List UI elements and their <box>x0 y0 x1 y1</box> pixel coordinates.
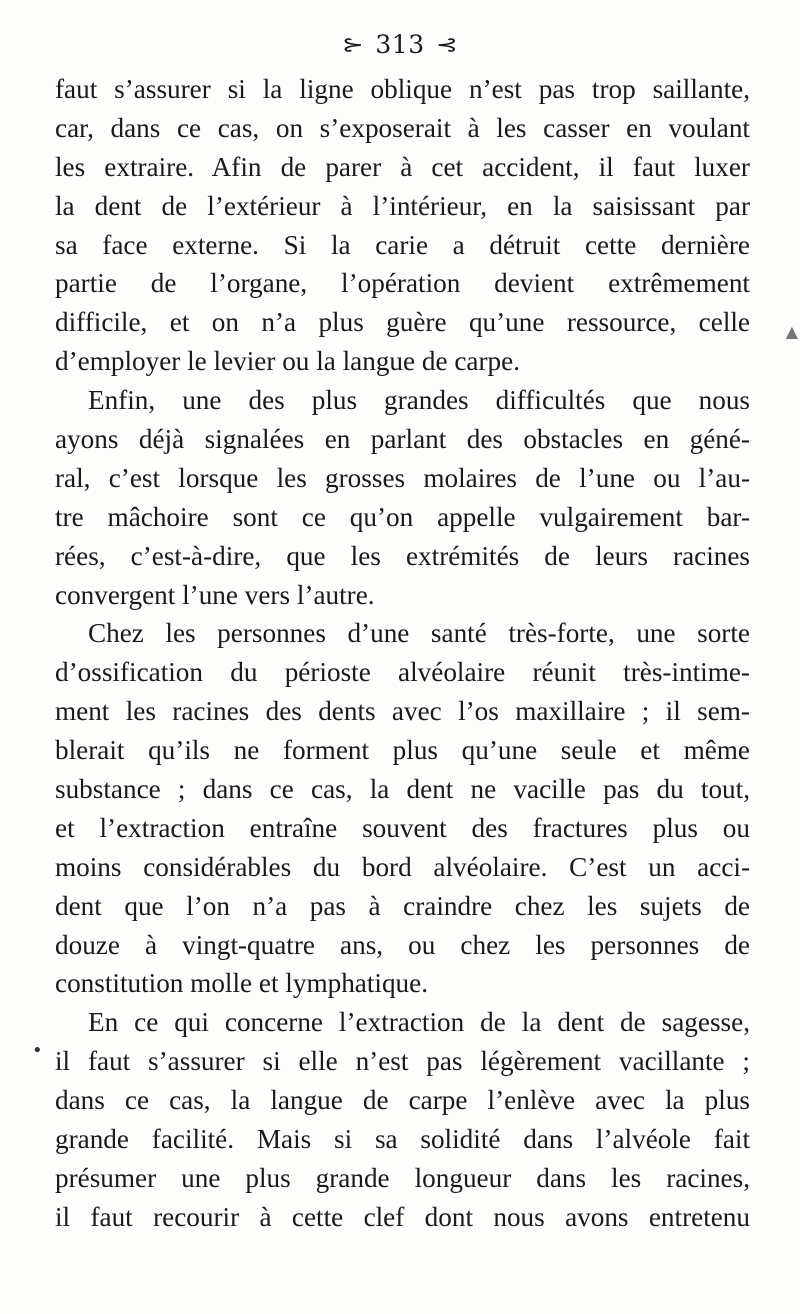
text-line: il faut recourir à cette clef dont nous avons entretenu <box>55 1201 750 1232</box>
paragraph-start-line: Chez les personnes d’une santé très-forte, une sorte <box>88 618 750 649</box>
text-line: présumer une plus grande longueur dans les racines, <box>55 1162 750 1193</box>
left-ornament-icon: ⊱ <box>341 34 365 56</box>
text-line: d’ossification du périoste alvéolaire réunit très-intime- <box>55 657 750 688</box>
text-line: la dent de l’extérieur à l’intérieur, en la saisissant par <box>55 190 750 221</box>
text-line: grande facilité. Mais si sa solidité dans l’alvéole fait <box>55 1124 750 1155</box>
text-line: car, dans ce cas, on s’exposerait à les casser en voulant <box>55 112 750 143</box>
text-line: ayons déjà signalées en parlant des obstacles en géné- <box>55 424 750 455</box>
text-line: moins considérables du bord alvéolaire. C’est un acci- <box>55 851 750 882</box>
text-line: douze à vingt-quatre ans, ou chez les personnes de <box>55 929 750 960</box>
text-line: ral, c’est lorsque les grosses molaires de l’une ou l’au- <box>55 462 750 493</box>
text-line: convergent l’une vers l’autre. <box>55 579 375 610</box>
text-line: dent que l’on n’a pas à craindre chez les sujets de <box>55 890 750 921</box>
margin-dot-icon: • <box>32 1040 43 1061</box>
right-ornament-icon: ⊰ <box>435 34 459 56</box>
text-line: substance ; dans ce cas, la dent ne vacille pas du tout, <box>55 774 750 805</box>
text-line: partie de l’organe, l’opération devient extrêmement <box>55 268 750 299</box>
text-line: sa face externe. Si la carie a détruit cette dernière <box>55 229 750 260</box>
text-line: faut s’assurer si la ligne oblique n’est pas trop saillante, <box>55 74 750 104</box>
paragraph-start-line: Enfin, une des plus grandes difficultés que nous <box>88 385 750 416</box>
page-number: 313 <box>375 30 425 59</box>
text-line: constitution molle et lymphatique. <box>55 968 429 999</box>
text-line: les extraire. Afin de parer à cet accident, il faut luxer <box>55 151 750 182</box>
paragraph-start-line: En ce qui concerne l’extraction de la dent de sagesse, <box>88 1007 750 1038</box>
text-line: blerait qu’ils ne forment plus qu’une seule et même <box>55 735 750 766</box>
body-text <box>55 70 750 1237</box>
text-line: et l’extraction entraîne souvent des fractures plus ou <box>55 812 750 843</box>
text-line: d’employer le levier ou la langue de carpe. <box>55 346 520 377</box>
text-line: il faut s’assurer si elle n’est pas légèrement vacillante ; <box>55 1046 750 1077</box>
text-line: tre mâchoire sont ce qu’on appelle vulgairement bar- <box>55 501 750 532</box>
text-line: ment les racines des dents avec l’os maxillaire ; il sem- <box>55 696 750 727</box>
text-line: dans ce cas, la langue de carpe l’enlève avec la plus <box>55 1085 750 1116</box>
page-header <box>0 28 800 62</box>
edge-mark-icon: ▲ <box>785 322 798 341</box>
text-line: rées, c’est-à-dire, que les extrémités de leurs racines <box>55 540 750 571</box>
text-line: difficile, et on n’a plus guère qu’une ressource, celle <box>55 307 750 338</box>
